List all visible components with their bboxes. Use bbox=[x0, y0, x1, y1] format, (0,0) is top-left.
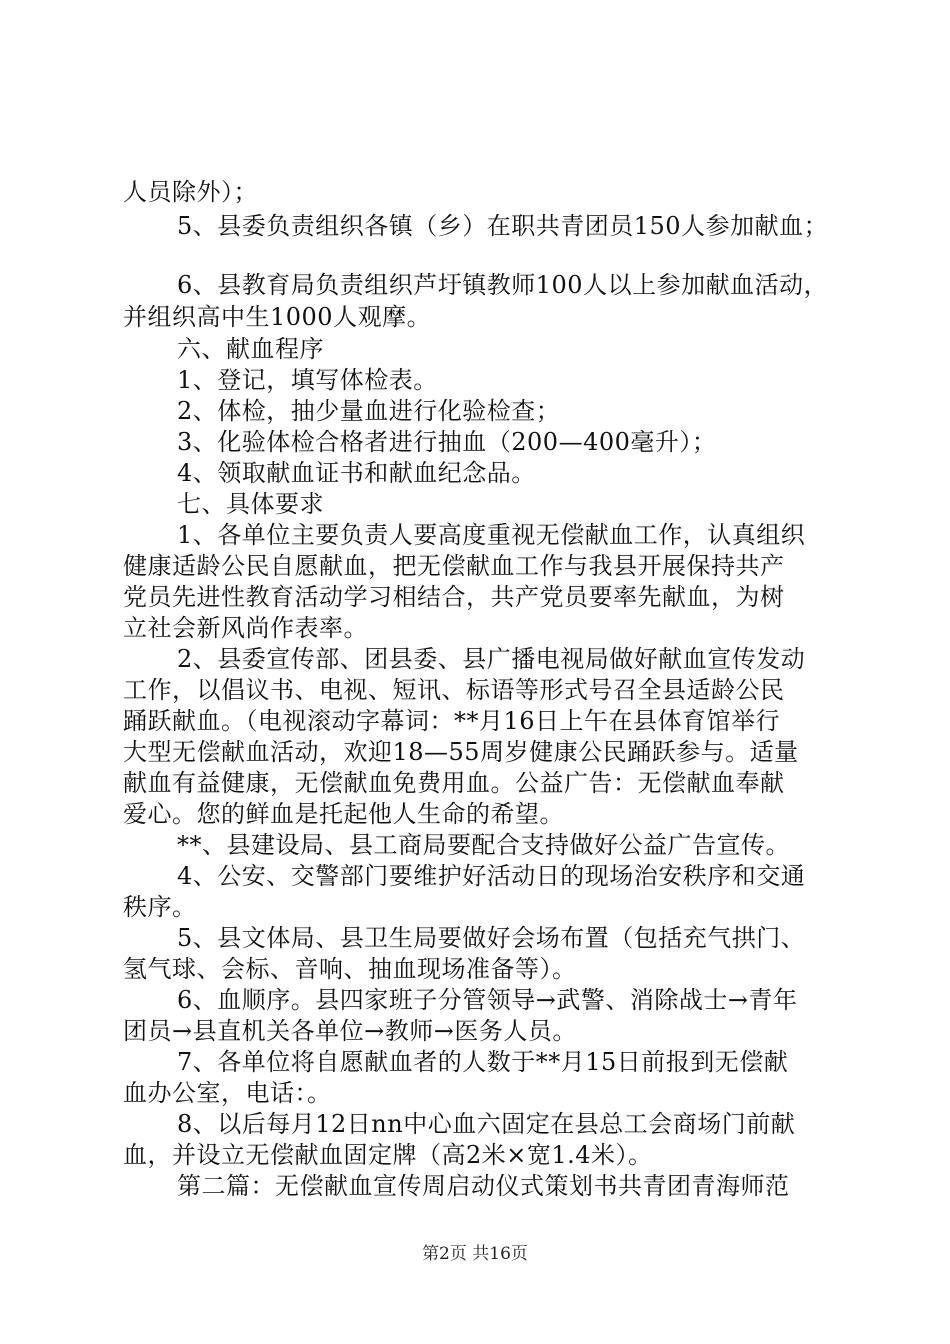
text-line: 党员先进性教育活动学习相结合，共产党员要率先献血，为树 bbox=[123, 583, 785, 611]
text-line: 7、各单位将自愿献血者的人数于**月15日前报到无偿献 bbox=[177, 1048, 789, 1076]
text-line: 3、化验体检合格者进行抽血（200—400毫升）； bbox=[177, 428, 717, 456]
page-number: 第2页 共16页 bbox=[422, 1244, 528, 1264]
text-line: 人员除外）； bbox=[123, 178, 258, 206]
text-line: 6、县教育局负责组织芦圩镇教师100人以上参加献血活动， bbox=[177, 271, 829, 299]
text-line: 氢气球、会标、音响、抽血现场准备等）。 bbox=[123, 955, 577, 983]
text-line: 4、领取献血证书和献血纪念品。 bbox=[177, 459, 536, 487]
text-line: 血，并设立无偿献血固定牌（高2米×宽1.4米）。 bbox=[123, 1141, 653, 1169]
text-line: 血办公室，电话：。 bbox=[123, 1079, 332, 1107]
text-line: 秩序。 bbox=[123, 893, 197, 921]
text-line: 2、县委宣传部、团县委、县广播电视局做好献血宣传发动 bbox=[177, 645, 806, 673]
text-line: 1、各单位主要负责人要高度重视无偿献血工作，认真组织 bbox=[177, 521, 806, 549]
text-line: 爱心。您的鲜血是托起他人生命的希望。 bbox=[123, 800, 564, 828]
text-line: **、县建设局、县工商局要配合支持做好公益广告宣传。 bbox=[177, 831, 790, 859]
text-line: 第二篇：无偿献血宣传周启动仪式策划书共青团青海师范 bbox=[177, 1172, 790, 1200]
text-line: 8、以后每月12日nn中心血六固定在县总工会商场门前献 bbox=[177, 1110, 796, 1138]
text-line: 1、登记，填写体检表。 bbox=[177, 366, 438, 394]
text-line: 踊跃献血。（电视滚动字幕词：**月16日上午在县体育馆举行 bbox=[123, 707, 781, 735]
section-heading: 六、献血程序 bbox=[177, 335, 324, 363]
text-line: 4、公安、交警部门要维护好活动日的现场治安秩序和交通 bbox=[177, 862, 806, 890]
text-line: 团员→县直机关各单位→教师→医务人员。 bbox=[123, 1017, 577, 1045]
text-line: 立社会新风尚作表率。 bbox=[123, 614, 368, 642]
text-line: 5、县委负责组织各镇（乡）在职共青团员150人参加献血； bbox=[177, 212, 829, 240]
text-line: 并组织高中生1000人观摩。 bbox=[123, 303, 432, 331]
section-heading: 七、具体要求 bbox=[177, 490, 324, 518]
text-line: 献血有益健康，无偿献血免费用血。公益广告：无偿献血奉献 bbox=[123, 769, 785, 797]
text-line: 6、血顺序。县四家班子分管领导→武警、消除战士→青年 bbox=[177, 986, 798, 1014]
text-line: 2、体检，抽少量血进行化验检查； bbox=[177, 397, 561, 425]
text-line: 大型无偿献血活动，欢迎18—55周岁健康公民踊跃参与。适量 bbox=[123, 738, 799, 766]
text-line: 5、县文体局、县卫生局要做好会场布置（包括充气拱门、 bbox=[177, 924, 806, 952]
text-line: 工作，以倡议书、电视、短讯、标语等形式号召全县适龄公民 bbox=[123, 676, 785, 704]
text-line: 健康适龄公民自愿献血，把无偿献血工作与我县开展保持共产 bbox=[123, 552, 785, 580]
